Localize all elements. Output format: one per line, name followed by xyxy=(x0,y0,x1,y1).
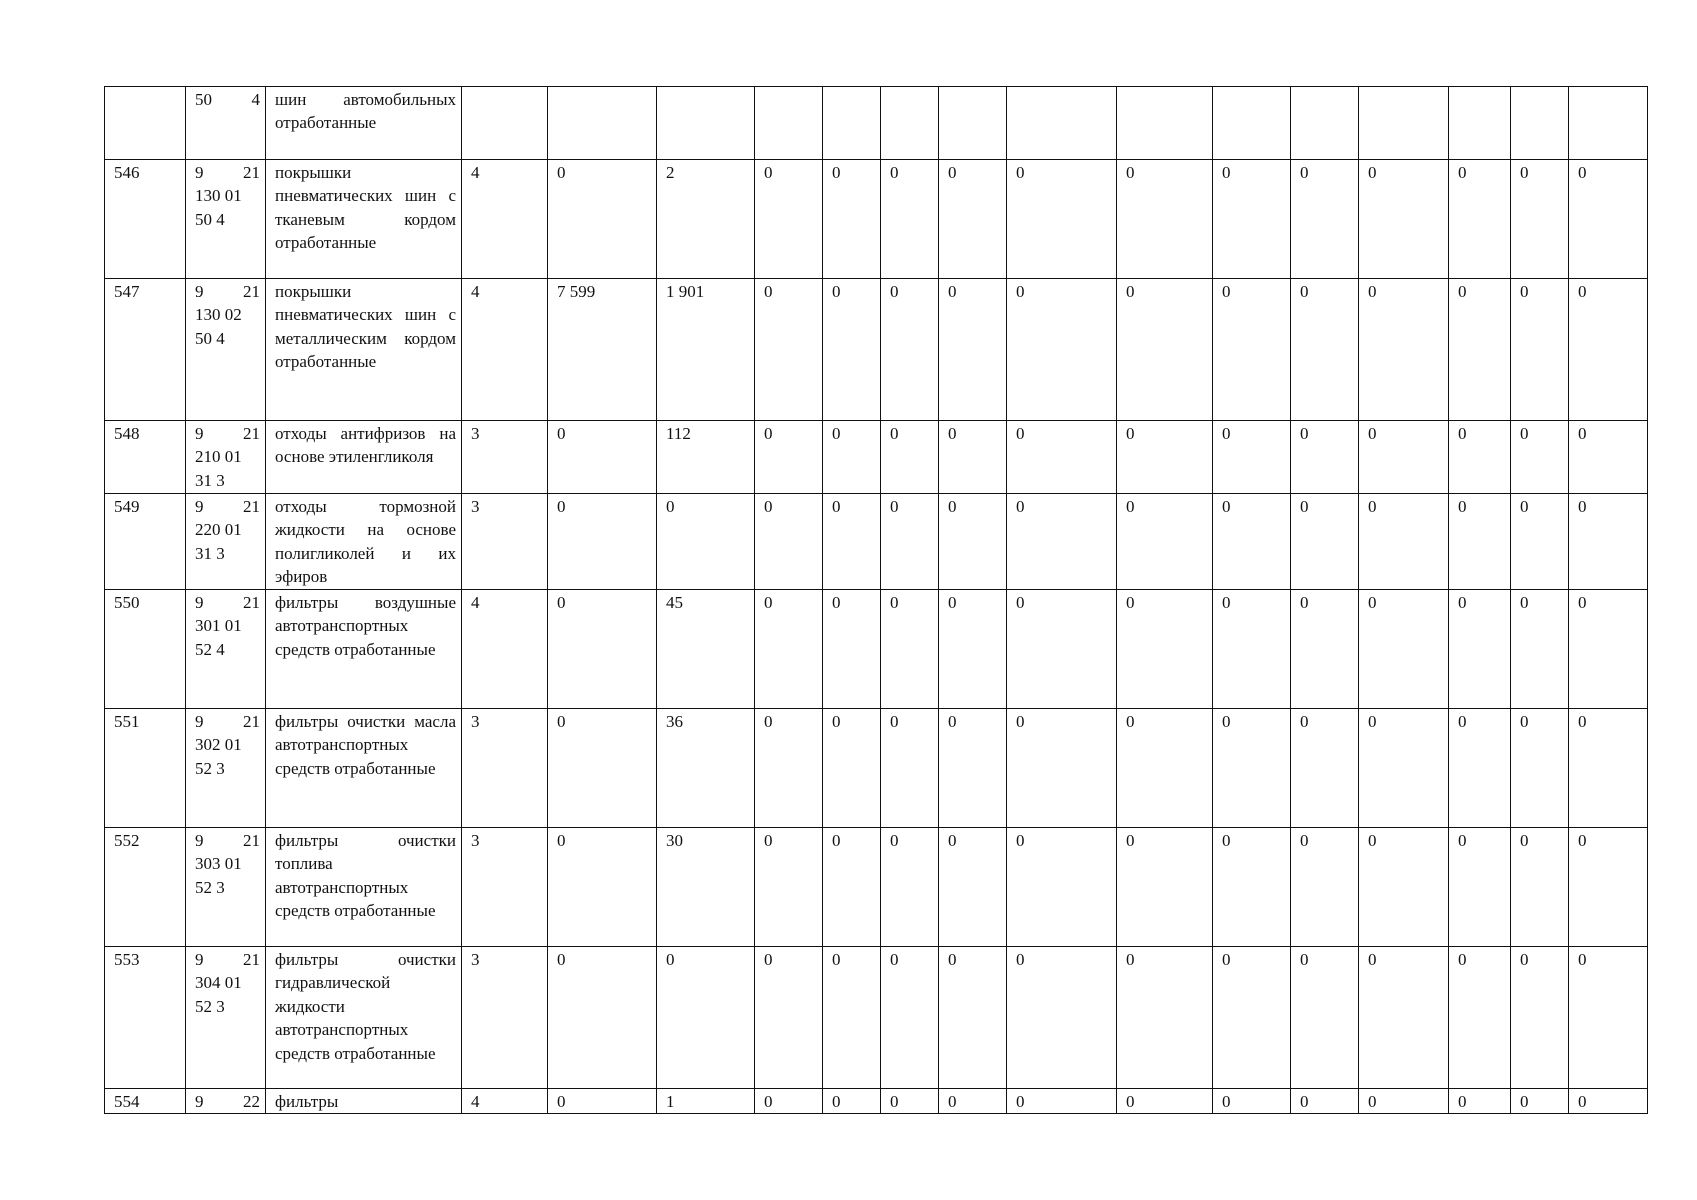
hazard-class-cell: 4 xyxy=(462,1089,548,1114)
waste-code-cell xyxy=(186,494,266,590)
value-cell: 2 xyxy=(657,160,755,279)
value-cell: 0 xyxy=(939,421,1007,494)
value-cell: 0 xyxy=(1213,1089,1291,1114)
value-cell: 0 xyxy=(881,494,939,590)
waste-code-line: 52 3 xyxy=(195,758,225,778)
value-cell xyxy=(1291,87,1359,160)
value-cell xyxy=(1569,87,1648,160)
table-row xyxy=(105,160,1648,279)
value-cell xyxy=(1359,87,1449,160)
value-cell: 0 xyxy=(1359,828,1449,947)
value-cell: 0 xyxy=(1449,709,1511,828)
hazard-class-cell: 3 xyxy=(462,494,548,590)
waste-code-cell xyxy=(186,160,266,279)
value-cell: 0 xyxy=(1117,160,1213,279)
table-row xyxy=(105,1089,1648,1114)
waste-name-cell: покрышки пневматических шин с тканевым кордом отработанные xyxy=(266,160,462,279)
value-cell: 0 xyxy=(1359,1089,1449,1114)
waste-name-cell: фильтры xyxy=(266,1089,462,1114)
value-cell: 0 xyxy=(823,421,881,494)
waste-name-cell: фильтры очистки масла автотранспортных средств отработанные xyxy=(266,709,462,828)
waste-code-line: 50 4 xyxy=(195,209,225,229)
row-number-cell: 549 xyxy=(105,494,186,590)
row-number-cell: 547 xyxy=(105,279,186,421)
value-cell: 0 xyxy=(1117,494,1213,590)
value-cell: 0 xyxy=(939,1089,1007,1114)
value-cell: 0 xyxy=(1291,828,1359,947)
waste-code-line: 9 21 xyxy=(195,163,260,182)
value-cell: 0 xyxy=(1291,590,1359,709)
waste-code-line: 31 3 xyxy=(195,543,225,563)
waste-code-line: 9 21 xyxy=(195,593,260,612)
row-number-cell: 548 xyxy=(105,421,186,494)
value-cell: 1 xyxy=(657,1089,755,1114)
value-cell: 0 xyxy=(1291,947,1359,1089)
waste-code-line: 9 21 xyxy=(195,282,260,301)
value-cell: 0 xyxy=(1449,279,1511,421)
value-cell: 0 xyxy=(823,1089,881,1114)
value-cell: 0 xyxy=(548,709,657,828)
value-cell: 0 xyxy=(755,160,823,279)
value-cell: 0 xyxy=(1117,947,1213,1089)
waste-code-line: 9 21 xyxy=(195,831,260,850)
value-cell: 0 xyxy=(1569,160,1648,279)
value-cell: 0 xyxy=(1449,494,1511,590)
row-number-cell: 551 xyxy=(105,709,186,828)
value-cell: 0 xyxy=(1291,494,1359,590)
value-cell: 0 xyxy=(1511,709,1569,828)
value-cell: 0 xyxy=(1359,709,1449,828)
value-cell: 0 xyxy=(881,160,939,279)
value-cell: 0 xyxy=(1359,947,1449,1089)
table-body xyxy=(105,87,1648,1114)
value-cell: 0 xyxy=(1117,590,1213,709)
value-cell: 0 xyxy=(1213,590,1291,709)
value-cell: 0 xyxy=(1569,279,1648,421)
value-cell xyxy=(1213,87,1291,160)
table-row xyxy=(105,279,1648,421)
value-cell: 0 xyxy=(1117,421,1213,494)
table-row xyxy=(105,709,1648,828)
table-row xyxy=(105,947,1648,1089)
value-cell: 0 xyxy=(755,279,823,421)
value-cell: 7 599 xyxy=(548,279,657,421)
waste-code-line: 303 01 xyxy=(195,854,242,874)
value-cell xyxy=(1117,87,1213,160)
value-cell: 0 xyxy=(1511,421,1569,494)
value-cell: 0 xyxy=(1007,1089,1117,1114)
waste-code-cell xyxy=(186,279,266,421)
table-row xyxy=(105,494,1648,590)
table-row xyxy=(105,590,1648,709)
value-cell: 0 xyxy=(1213,421,1291,494)
value-cell: 0 xyxy=(548,160,657,279)
value-cell: 0 xyxy=(1569,494,1648,590)
value-cell: 0 xyxy=(823,160,881,279)
waste-name-cell: отходы антифризов на основе этиленгликоля xyxy=(266,421,462,494)
value-cell: 0 xyxy=(755,494,823,590)
value-cell: 0 xyxy=(548,494,657,590)
waste-code-line: 52 4 xyxy=(195,639,225,659)
value-cell: 0 xyxy=(1511,590,1569,709)
value-cell: 0 xyxy=(1117,1089,1213,1114)
waste-code-line: 220 01 xyxy=(195,520,242,540)
value-cell: 0 xyxy=(939,709,1007,828)
waste-code-cell xyxy=(186,709,266,828)
value-cell: 0 xyxy=(1569,709,1648,828)
value-cell: 0 xyxy=(1007,279,1117,421)
value-cell: 0 xyxy=(755,421,823,494)
value-cell: 0 xyxy=(1569,590,1648,709)
value-cell: 0 xyxy=(1007,590,1117,709)
value-cell: 0 xyxy=(1291,279,1359,421)
value-cell: 0 xyxy=(939,279,1007,421)
value-cell: 0 xyxy=(548,421,657,494)
value-cell: 0 xyxy=(548,590,657,709)
value-cell: 0 xyxy=(823,828,881,947)
waste-name-cell: фильтры очистки топлива автотранспортных средств отработанные xyxy=(266,828,462,947)
value-cell: 45 xyxy=(657,590,755,709)
value-cell: 0 xyxy=(1213,279,1291,421)
value-cell: 0 xyxy=(755,828,823,947)
value-cell: 0 xyxy=(1511,160,1569,279)
value-cell: 0 xyxy=(1213,709,1291,828)
waste-name-cell: фильтры очистки гидравлической жидкости автотранспортных средств отработанные xyxy=(266,947,462,1089)
hazard-class-cell: 3 xyxy=(462,709,548,828)
waste-code-line: 31 3 xyxy=(195,470,225,490)
table-row xyxy=(105,87,1648,160)
value-cell: 0 xyxy=(939,494,1007,590)
value-cell: 0 xyxy=(823,947,881,1089)
value-cell xyxy=(548,87,657,160)
value-cell: 0 xyxy=(755,709,823,828)
value-cell: 0 xyxy=(1569,947,1648,1089)
value-cell: 0 xyxy=(1007,828,1117,947)
value-cell: 0 xyxy=(1117,279,1213,421)
value-cell: 0 xyxy=(755,1089,823,1114)
waste-code-line: 9 21 xyxy=(195,424,260,443)
waste-code-line: 304 01 xyxy=(195,973,242,993)
hazard-class-cell: 3 xyxy=(462,947,548,1089)
value-cell: 0 xyxy=(939,828,1007,947)
value-cell: 0 xyxy=(881,421,939,494)
value-cell: 0 xyxy=(657,947,755,1089)
value-cell: 0 xyxy=(657,494,755,590)
value-cell: 0 xyxy=(1213,828,1291,947)
value-cell: 0 xyxy=(1359,590,1449,709)
row-number-cell: 553 xyxy=(105,947,186,1089)
value-cell: 0 xyxy=(881,709,939,828)
value-cell: 0 xyxy=(1291,160,1359,279)
value-cell: 0 xyxy=(1007,709,1117,828)
row-number-cell: 550 xyxy=(105,590,186,709)
hazard-class-cell: 3 xyxy=(462,421,548,494)
value-cell xyxy=(939,87,1007,160)
value-cell xyxy=(657,87,755,160)
value-cell: 0 xyxy=(1213,160,1291,279)
value-cell: 0 xyxy=(1007,494,1117,590)
value-cell: 0 xyxy=(1449,1089,1511,1114)
waste-code-line: 9 21 xyxy=(195,497,260,516)
value-cell xyxy=(1449,87,1511,160)
waste-name-cell: фильтры воздушные автотранспортных средств отработанные xyxy=(266,590,462,709)
value-cell: 0 xyxy=(823,709,881,828)
waste-name-cell: шин автомобильных отработанные xyxy=(266,87,462,160)
table-row xyxy=(105,828,1648,947)
value-cell: 0 xyxy=(1359,160,1449,279)
waste-code-line: 9 22 xyxy=(195,1092,260,1111)
hazard-class-cell: 3 xyxy=(462,828,548,947)
value-cell: 0 xyxy=(548,828,657,947)
value-cell: 0 xyxy=(1291,421,1359,494)
value-cell: 0 xyxy=(823,279,881,421)
value-cell: 0 xyxy=(881,590,939,709)
value-cell: 0 xyxy=(1213,947,1291,1089)
value-cell: 0 xyxy=(1007,947,1117,1089)
value-cell: 0 xyxy=(1449,947,1511,1089)
value-cell: 0 xyxy=(1359,421,1449,494)
value-cell: 0 xyxy=(881,279,939,421)
value-cell: 0 xyxy=(1449,590,1511,709)
value-cell: 0 xyxy=(1511,1089,1569,1114)
waste-code-line: 52 3 xyxy=(195,877,225,897)
value-cell: 112 xyxy=(657,421,755,494)
row-number-cell: 552 xyxy=(105,828,186,947)
value-cell: 0 xyxy=(1007,421,1117,494)
value-cell: 0 xyxy=(881,828,939,947)
value-cell: 0 xyxy=(548,947,657,1089)
row-number-cell: 546 xyxy=(105,160,186,279)
value-cell: 0 xyxy=(881,1089,939,1114)
value-cell: 36 xyxy=(657,709,755,828)
value-cell: 0 xyxy=(1569,421,1648,494)
waste-code-line: 301 01 xyxy=(195,616,242,636)
value-cell xyxy=(881,87,939,160)
waste-code-line: 210 01 xyxy=(195,447,242,467)
waste-code-line: 9 21 xyxy=(195,950,260,969)
value-cell: 0 xyxy=(1511,494,1569,590)
value-cell: 0 xyxy=(755,947,823,1089)
waste-code-line: 9 21 xyxy=(195,712,260,731)
waste-code-cell xyxy=(186,590,266,709)
value-cell: 0 xyxy=(823,494,881,590)
value-cell: 0 xyxy=(1569,1089,1648,1114)
value-cell: 0 xyxy=(1359,279,1449,421)
value-cell: 0 xyxy=(939,947,1007,1089)
value-cell: 1 901 xyxy=(657,279,755,421)
value-cell: 0 xyxy=(1007,160,1117,279)
waste-name-cell: отходы тормозной жидкости на основе полигликолей и их эфиров xyxy=(266,494,462,590)
value-cell: 0 xyxy=(1449,160,1511,279)
value-cell: 0 xyxy=(1569,828,1648,947)
value-cell: 0 xyxy=(1359,494,1449,590)
value-cell: 0 xyxy=(1449,828,1511,947)
row-number-cell xyxy=(105,87,186,160)
hazard-class-cell: 4 xyxy=(462,279,548,421)
value-cell: 0 xyxy=(1511,828,1569,947)
waste-code-cell xyxy=(186,1089,266,1114)
hazard-class-cell: 4 xyxy=(462,590,548,709)
waste-code-cell xyxy=(186,828,266,947)
value-cell: 0 xyxy=(1449,421,1511,494)
table-row xyxy=(105,421,1648,494)
waste-code-line: 50 4 xyxy=(195,90,260,109)
waste-code-line: 52 3 xyxy=(195,996,225,1016)
value-cell xyxy=(823,87,881,160)
value-cell: 0 xyxy=(1291,709,1359,828)
value-cell: 0 xyxy=(1213,494,1291,590)
value-cell: 0 xyxy=(939,590,1007,709)
value-cell xyxy=(1511,87,1569,160)
waste-name-cell: покрышки пневматических шин с металлическим кордом отработанные xyxy=(266,279,462,421)
value-cell: 0 xyxy=(1117,709,1213,828)
value-cell: 0 xyxy=(548,1089,657,1114)
waste-code-line: 130 02 xyxy=(195,305,242,325)
waste-code-line: 50 4 xyxy=(195,328,225,348)
value-cell: 0 xyxy=(939,160,1007,279)
waste-code-cell xyxy=(186,87,266,160)
value-cell: 0 xyxy=(1291,1089,1359,1114)
value-cell: 0 xyxy=(1511,279,1569,421)
value-cell: 0 xyxy=(755,590,823,709)
waste-code-line: 130 01 xyxy=(195,186,242,206)
waste-code-cell xyxy=(186,421,266,494)
row-number-cell: 554 xyxy=(105,1089,186,1114)
value-cell: 0 xyxy=(1117,828,1213,947)
hazard-class-cell xyxy=(462,87,548,160)
waste-code-line: 302 01 xyxy=(195,735,242,755)
waste-code-cell xyxy=(186,947,266,1089)
value-cell xyxy=(1007,87,1117,160)
value-cell: 0 xyxy=(1511,947,1569,1089)
hazard-class-cell: 4 xyxy=(462,160,548,279)
waste-table xyxy=(104,86,1648,1114)
value-cell: 0 xyxy=(823,590,881,709)
value-cell: 0 xyxy=(881,947,939,1089)
value-cell xyxy=(755,87,823,160)
value-cell: 30 xyxy=(657,828,755,947)
